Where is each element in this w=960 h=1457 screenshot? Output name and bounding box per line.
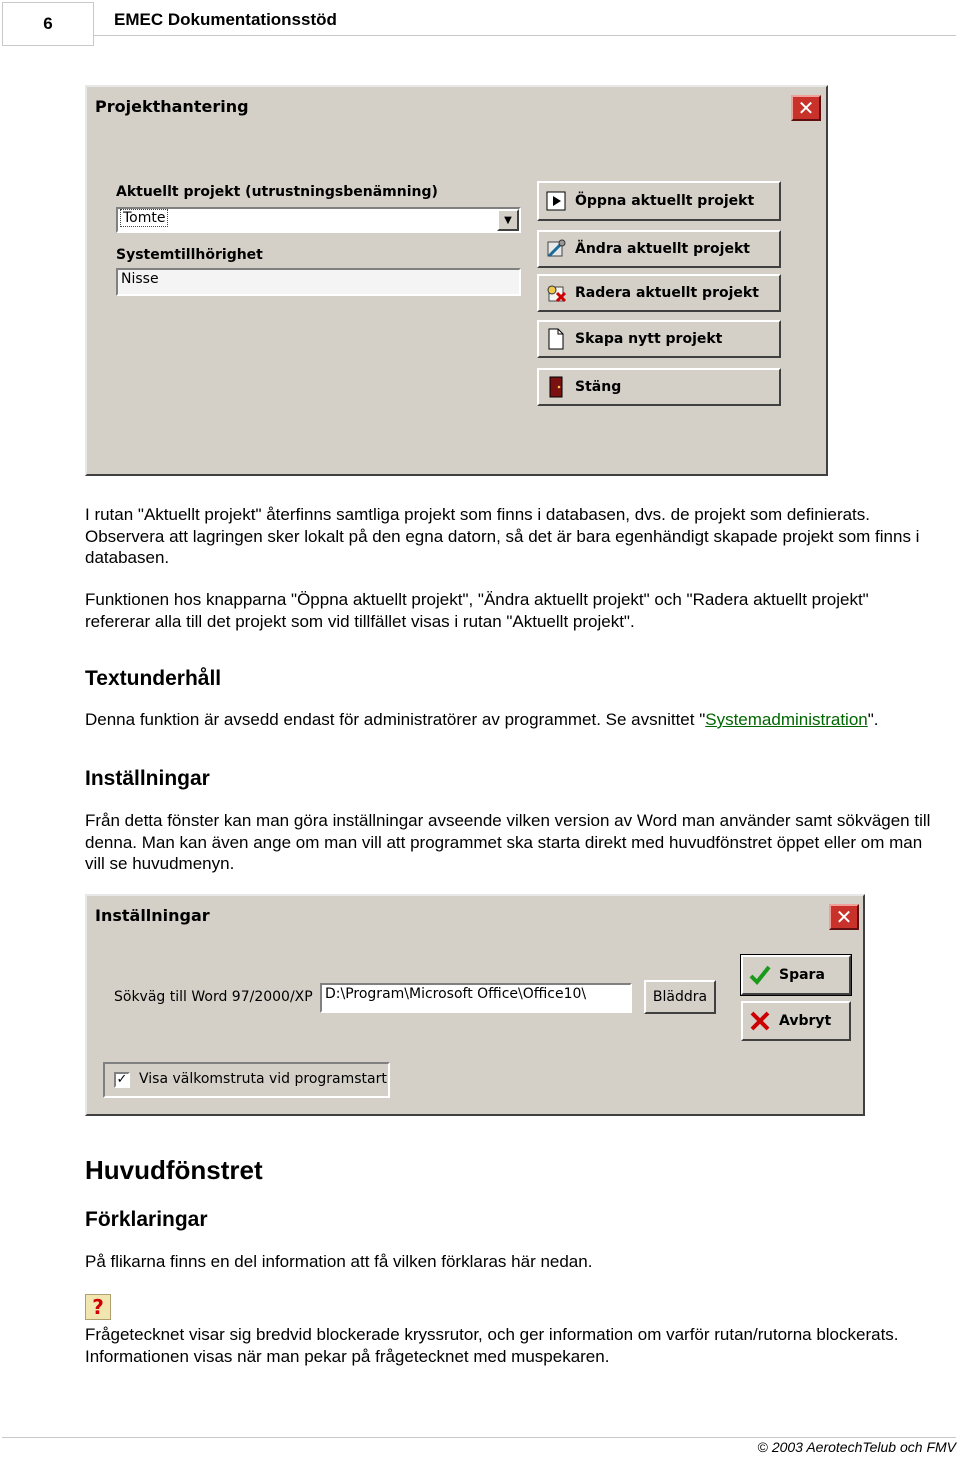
cross-icon bbox=[749, 1010, 771, 1032]
play-icon bbox=[545, 190, 567, 212]
help-icon bbox=[85, 1294, 111, 1320]
page-header bbox=[0, 0, 960, 48]
word-path-input[interactable]: D:\Program\Microsoft Office\Office10\ bbox=[320, 983, 632, 1013]
close-icon: ✕ bbox=[797, 96, 815, 120]
current-project-label: Aktuellt projekt (utrustningsbenämning) bbox=[116, 184, 438, 200]
footer-rule bbox=[2, 1437, 956, 1438]
heading-explanations: Förklaringar bbox=[85, 1208, 208, 1231]
heading-text-maintenance: Textunderhåll bbox=[85, 667, 222, 690]
settings-dialog-title: Inställningar bbox=[95, 906, 210, 925]
current-project-value: Tomte bbox=[123, 210, 166, 226]
document-title: EMEC Dokumentationsstöd bbox=[114, 10, 337, 29]
save-label: Spara bbox=[779, 967, 825, 983]
settings-dialog bbox=[85, 894, 865, 1116]
edit-project-button[interactable] bbox=[537, 230, 781, 268]
heading-settings: Inställningar bbox=[85, 767, 210, 790]
open-project-label: Öppna aktuellt projekt bbox=[575, 193, 755, 209]
browse-label: Bläddra bbox=[652, 989, 708, 1005]
delete-icon bbox=[545, 282, 567, 304]
copyright-icon: © bbox=[757, 1439, 768, 1455]
chevron-down-icon[interactable]: ▼ bbox=[497, 209, 519, 231]
delete-project-button[interactable] bbox=[537, 274, 781, 312]
cancel-label: Avbryt bbox=[779, 1013, 832, 1029]
footer-text: 2003 AerotechTelub och FMV bbox=[771, 1439, 956, 1455]
browse-button[interactable] bbox=[644, 980, 716, 1014]
checkmark-icon bbox=[749, 964, 771, 986]
new-project-label: Skapa nytt projekt bbox=[575, 331, 723, 347]
edit-project-label: Ändra aktuellt projekt bbox=[575, 241, 750, 257]
heading-main-window: Huvudfönstret bbox=[85, 1155, 263, 1185]
current-project-dropdown[interactable] bbox=[116, 207, 521, 233]
page-number: 6 bbox=[2, 2, 94, 46]
system-label: Systemtillhörighet bbox=[116, 247, 263, 263]
close-dialog-label: Stäng bbox=[575, 379, 622, 395]
paragraph-project-list: I rutan "Aktuellt projekt" återfinns samtliga projekt som finns i databasen, dvs. de projekt som definierats. Observera att lagringen sker lokalt på den egna datorn, så det är bara egenhändigt skapade projekt som finns i databasen. bbox=[85, 505, 920, 567]
header-rule bbox=[94, 35, 956, 36]
path-label: Sökväg till Word 97/2000/XP bbox=[114, 989, 313, 1005]
close-icon: ✕ bbox=[835, 905, 853, 929]
paragraph-text-start: Denna funktion är avsedd endast för administratörer av programmet. Se avsnittet " bbox=[85, 710, 706, 729]
settings-close-button[interactable] bbox=[829, 904, 859, 930]
paragraph-button-function: Funktionen hos knapparna "Öppna aktuellt projekt", "Ändra aktuellt projekt" och "Radera aktuellt projekt" refererar alla till det projekt som vid tillfället visas i rutan "Aktuellt projekt". bbox=[85, 590, 869, 631]
open-project-button[interactable] bbox=[537, 181, 781, 221]
help-icon-glyph: ? bbox=[92, 1295, 104, 1319]
new-project-button[interactable] bbox=[537, 320, 781, 358]
close-button[interactable] bbox=[791, 95, 821, 121]
system-field[interactable]: Nisse bbox=[116, 268, 521, 296]
door-icon bbox=[545, 376, 567, 398]
save-button[interactable] bbox=[741, 955, 851, 995]
paragraph-tabs: På flikarna finns en del information att få vilken förklaras här nedan. bbox=[85, 1252, 593, 1271]
delete-project-label: Radera aktuellt projekt bbox=[575, 285, 759, 301]
paragraph-settings: Från detta fönster kan man göra inställningar avseende vilken version av Word man använder samt sökvägen till denna. Man kan även ange om man vill att programmet ska starta direkt med huvudfönstret öppet eller om man vill se huvudmenyn. bbox=[85, 811, 931, 873]
paragraph-text-end: ". bbox=[867, 710, 879, 729]
paragraph-question-mark: Frågetecknet visar sig bredvid blockerade kryssrutor, och ger information om varför rutan/rutorna blockerats. Informationen visas när man pekar på frågetecknet med muspekaren. bbox=[85, 1325, 899, 1366]
tools-icon bbox=[545, 238, 567, 260]
welcome-checkbox[interactable]: ✓ bbox=[114, 1072, 130, 1088]
footer-copyright bbox=[758, 1439, 956, 1455]
dialog-title: Projekthantering bbox=[95, 97, 249, 116]
close-dialog-button[interactable] bbox=[537, 368, 781, 406]
system-admin-link[interactable]: Systemadministration bbox=[705, 710, 868, 729]
paragraph-text-maintenance bbox=[85, 709, 935, 731]
welcome-checkbox-label: Visa välkomstruta vid programstart bbox=[139, 1071, 387, 1087]
project-dialog bbox=[85, 85, 828, 476]
new-document-icon bbox=[545, 328, 567, 350]
cancel-button[interactable] bbox=[741, 1001, 851, 1041]
